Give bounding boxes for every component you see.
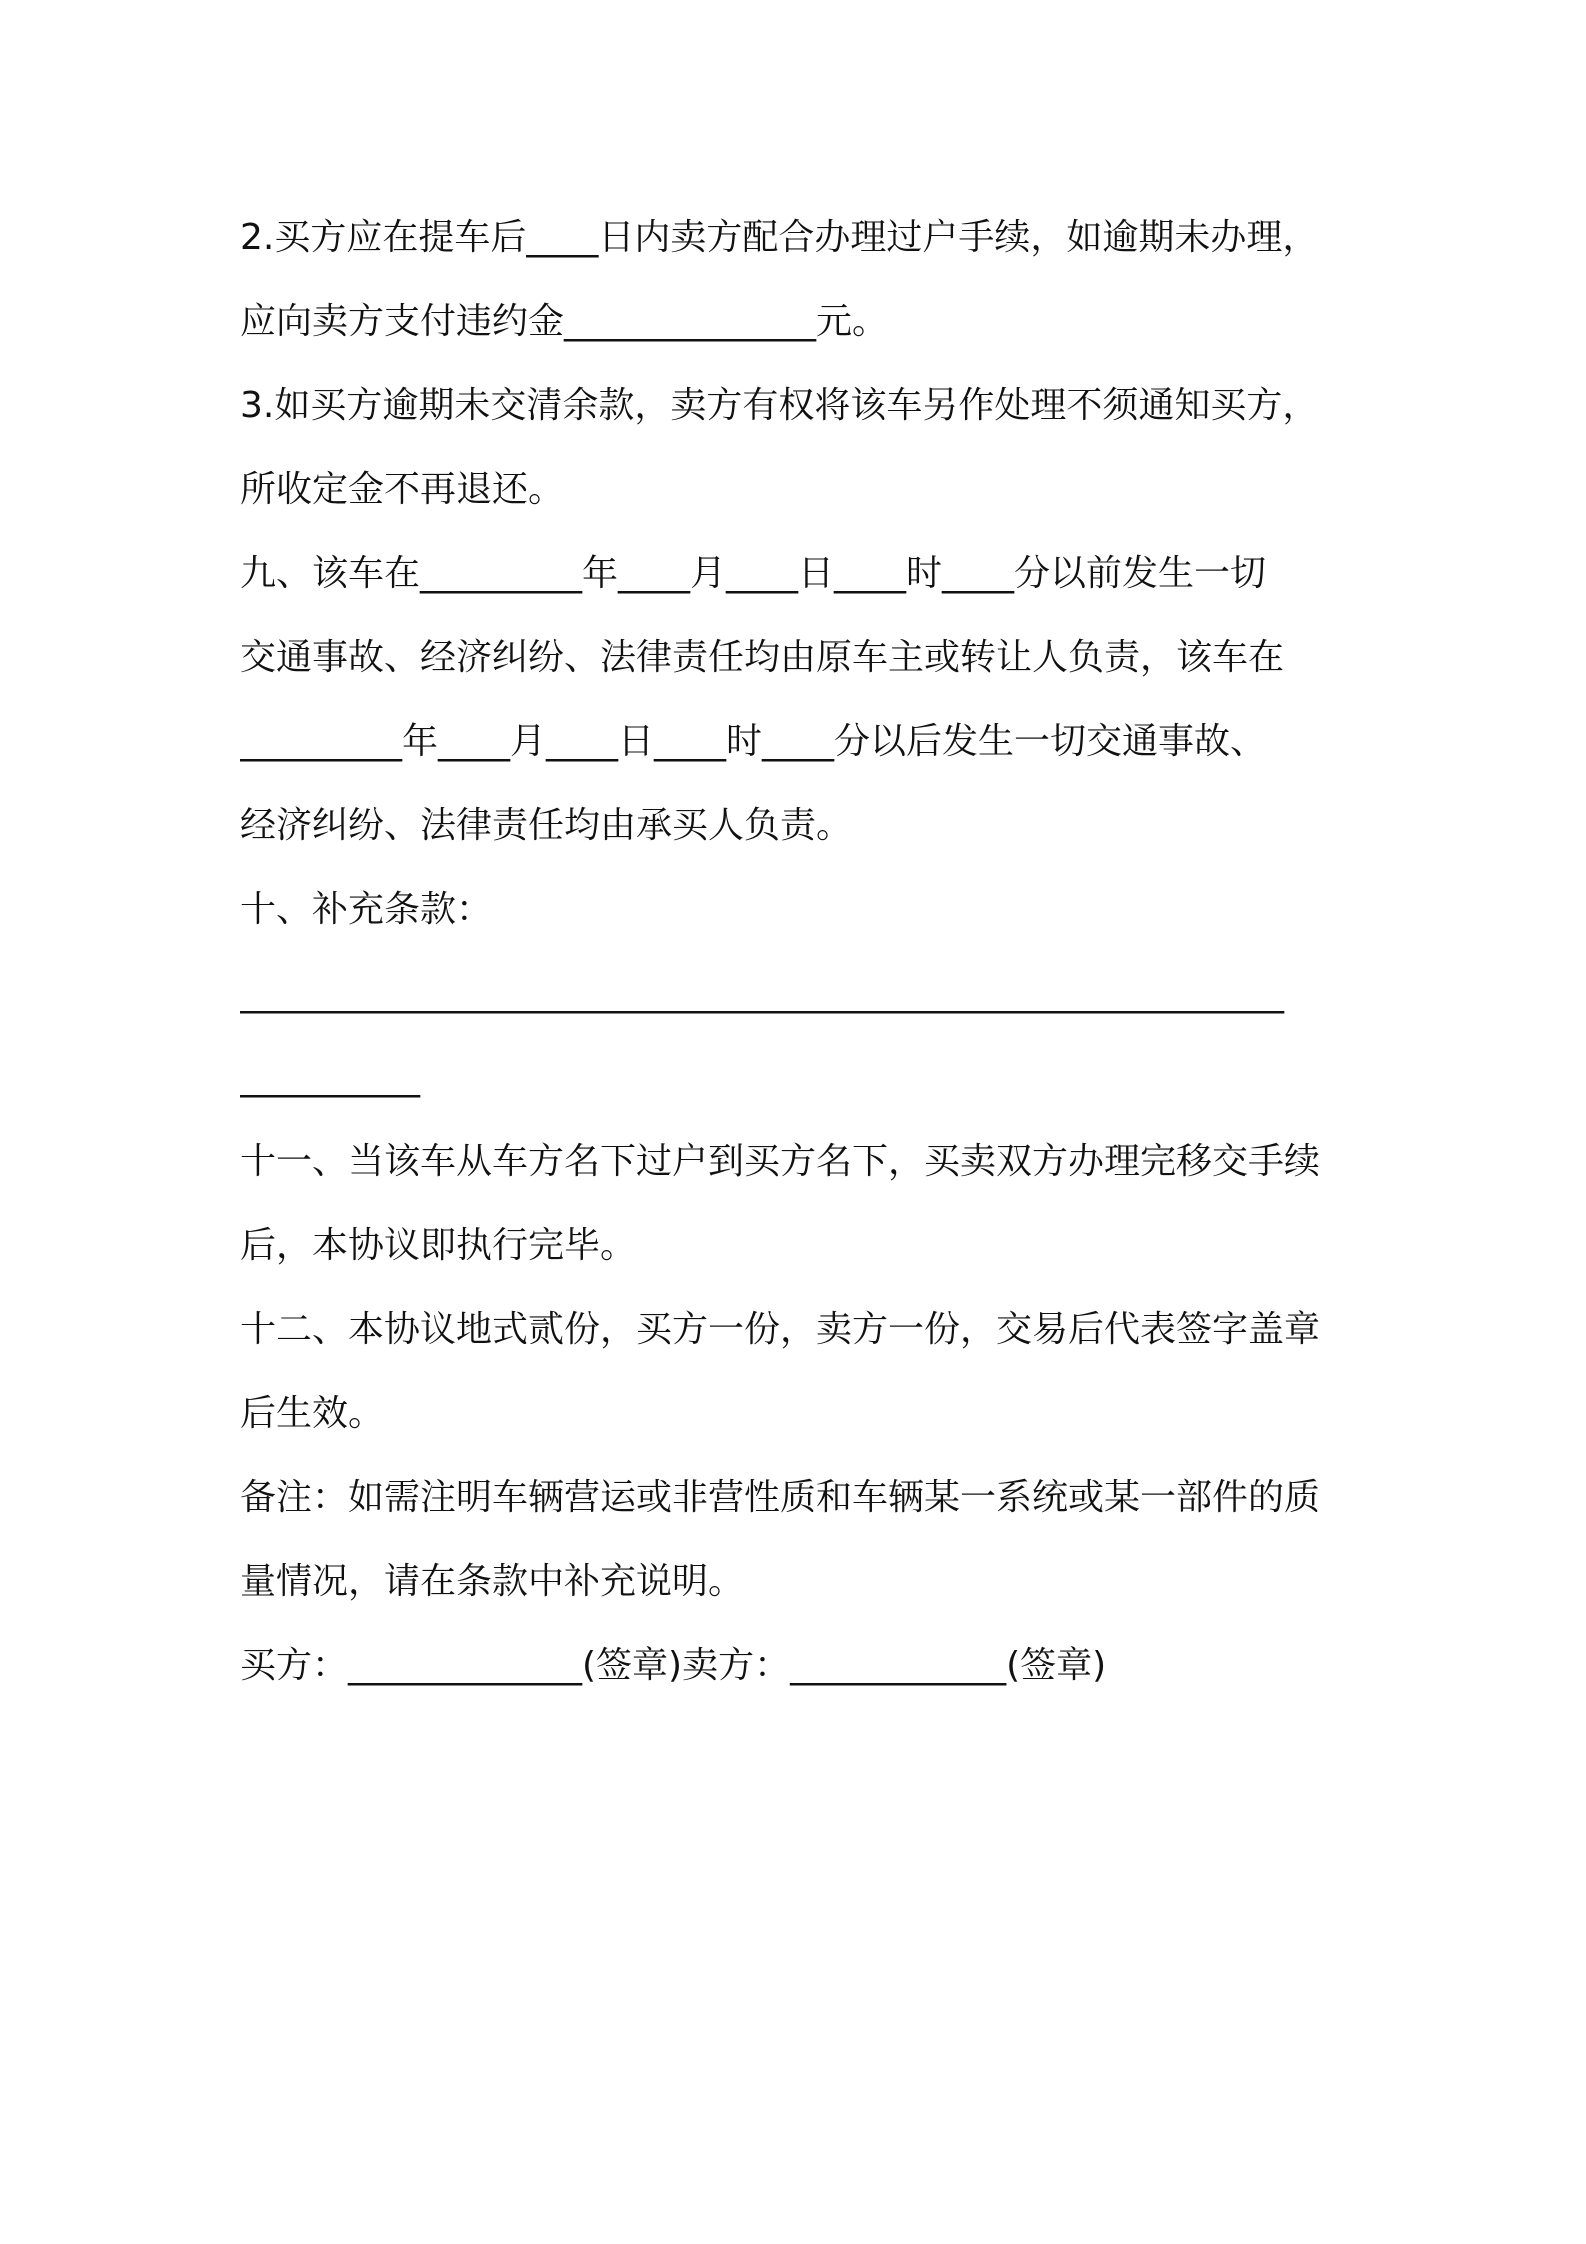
clause-8-2-line-1: 2.买方应在提车后____日内卖方配合办理过户手续，如逾期未办理， [240, 217, 1319, 258]
clause-8-2-line-2: 应向卖方支付违约金______________元。 [240, 301, 889, 342]
clause-10-heading: 十、补充条款： [240, 889, 493, 930]
clause-9-line-1: 九、该车在_________年____月____日____时____分以前发生一切 [240, 553, 1267, 594]
clause-9-line-4: 经济纠纷、法律责任均由承买人负责。 [240, 805, 853, 846]
supplementary-blank-line-1: __________________________________________________________ [240, 973, 1284, 1014]
clause-11-line-2: 后，本协议即执行完毕。 [240, 1225, 637, 1266]
clause-9-line-2: 交通事故、经济纠纷、法律责任均由原车主或转让人负责，该车在 [240, 637, 1285, 678]
supplementary-blank-line-2: __________ [240, 1057, 420, 1098]
clause-8-3-line-2: 所收定金不再退还。 [240, 469, 565, 510]
signature-line: 买方：_____________(签章)卖方：____________(签章) [240, 1645, 1107, 1686]
remark-line-2: 量情况，请在条款中补充说明。 [240, 1561, 745, 1602]
clause-11-line-1: 十一、当该车从车方名下过户到买方名下，买卖双方办理完移交手续 [240, 1141, 1321, 1182]
clause-8-3-line-1: 3.如买方逾期未交清余款，卖方有权将该车另作处理不须通知买方， [240, 385, 1319, 426]
clause-12-line-1: 十二、本协议地式贰份，买方一份，卖方一份，交易后代表签字盖章 [240, 1309, 1321, 1350]
document-body [240, 196, 1360, 1708]
clause-12-line-2: 后生效。 [240, 1393, 385, 1434]
remark-line-1: 备注：如需注明车辆营运或非营性质和车辆某一系统或某一部件的质 [240, 1477, 1321, 1518]
clause-9-line-3: _________年____月____日____时____分以后发生一切交通事故、 [240, 721, 1267, 762]
